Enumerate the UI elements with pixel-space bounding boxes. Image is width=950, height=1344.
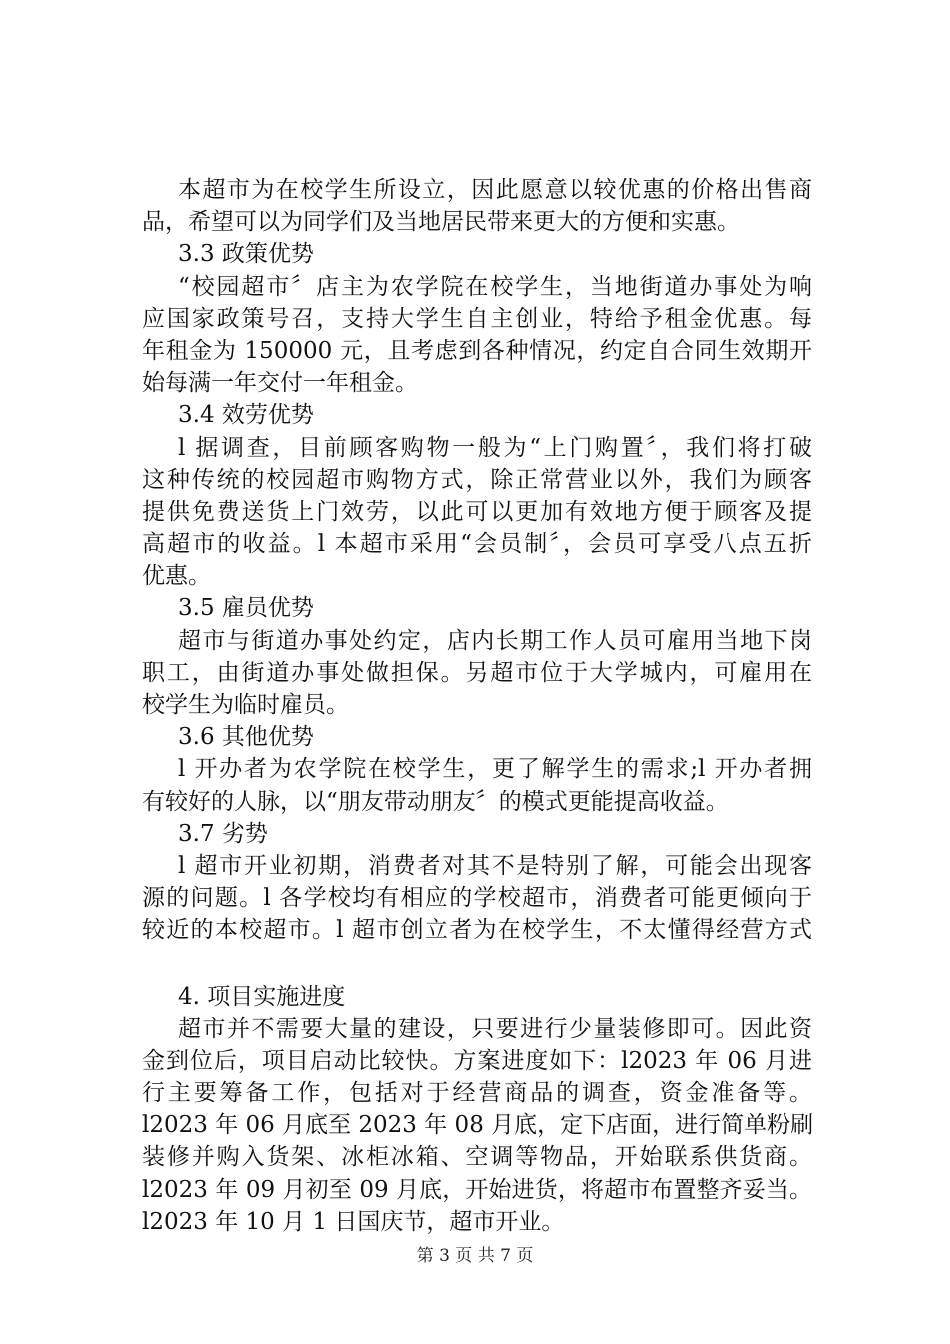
text-line: l 超市开业初期，消费者对其不是特别了解，可能会出现客 (178, 852, 812, 879)
text-line: “校园超市〞店主为农学院在校学生，当地街道办事处为响 (178, 273, 812, 300)
text-line: l2023 年 10 月 1 日国庆节，超市开业。 (142, 1208, 565, 1235)
text-line: 应国家政策号召，支持大学生自主创业，特给予租金优惠。每 (142, 305, 812, 332)
text-line: 本超市为在校学生所设立，因此愿意以较优惠的价格出售商 (178, 177, 812, 203)
paragraph-other (142, 753, 812, 817)
section-heading-3-5: 3.5 雇员优势 (178, 595, 314, 622)
section-heading-3-6: 3.6 其他优势 (178, 724, 314, 751)
text-line: 金到位后，项目启动比较快。方案进度如下：l2023 年 06 月进 (142, 1047, 812, 1074)
text-line: 超市并不需要大量的建设，只要进行少量装修即可。因此资 (178, 1015, 812, 1042)
text-line: 有较好的人脉，以“朋友带动朋友〞的模式更能提高收益。 (142, 788, 729, 815)
paragraph-policy (142, 271, 812, 400)
paragraph-service (142, 432, 812, 593)
paragraph-weakness (142, 850, 812, 947)
text-line: 源的问题。l 各学校均有相应的学校超市，消费者可能更倾向于 (142, 885, 812, 912)
paragraph-intro (142, 174, 812, 238)
text-line: 这种传统的校园超市购物方式，除正常营业以外，我们为顾客 (142, 466, 812, 493)
text-line: l 据调查，目前顾客购物一般为“上门购置〞，我们将打破 (178, 434, 812, 461)
paragraph-staff (142, 625, 812, 722)
page-number-footer: 第 3 页 共 7 页 (416, 1246, 534, 1266)
text-line: 品，希望可以为同学们及当地居民带来更大的方便和实惠。 (142, 209, 740, 236)
text-line: l2023 年 06 月底至 2023 年 08 月底，定下店面，进行简单粉刷 (142, 1112, 814, 1139)
text-line: 始每满一年交付一年租金。 (142, 370, 418, 397)
text-line: 校学生为临时雇员。 (142, 692, 349, 718)
text-line: 装修并购入货架、冰柜冰箱、空调等物品，开始联系供货商。 (142, 1144, 812, 1171)
text-line: 高超市的收益。l 本超市采用“会员制〞，会员可享受八点五折 (142, 531, 812, 558)
paragraph-schedule (142, 1013, 812, 1238)
text-line: l2023 年 09 月初至 09 月底，开始进货，将超市布置整齐妥当。 (142, 1176, 812, 1203)
text-line: 年租金为 150000 元，且考虑到各种情况，约定自合同生效期开 (142, 337, 812, 364)
section-heading-4: 4. 项目实施进度 (178, 983, 346, 1010)
text-line: 提供免费送货上门效劳，以此可以更加有效地方便于顾客及提 (142, 498, 812, 525)
section-heading-3-3: 3.3 政策优势 (178, 241, 314, 268)
section-heading-3-4: 3.4 效劳优势 (178, 402, 314, 429)
section-gap (142, 947, 812, 981)
body-text (142, 174, 812, 1238)
section-heading-3-7: 3.7 劣势 (178, 820, 268, 847)
text-line: 行主要筹备工作，包括对于经营商品的调查，资金准备等。 (142, 1080, 812, 1107)
text-line: 优惠。 (142, 563, 211, 590)
text-line: 超市与街道办事处约定，店内长期工作人员可雇用当地下岗 (178, 627, 812, 654)
text-line: 职工，由街道办事处做担保。另超市位于大学城内，可雇用在 (142, 659, 812, 686)
text-line: l 开办者为农学院在校学生，更了解学生的需求;l 开办者拥 (178, 756, 812, 783)
text-line: 较近的本校超市。l 超市创立者为在校学生，不太懂得经营方式 (142, 917, 812, 944)
